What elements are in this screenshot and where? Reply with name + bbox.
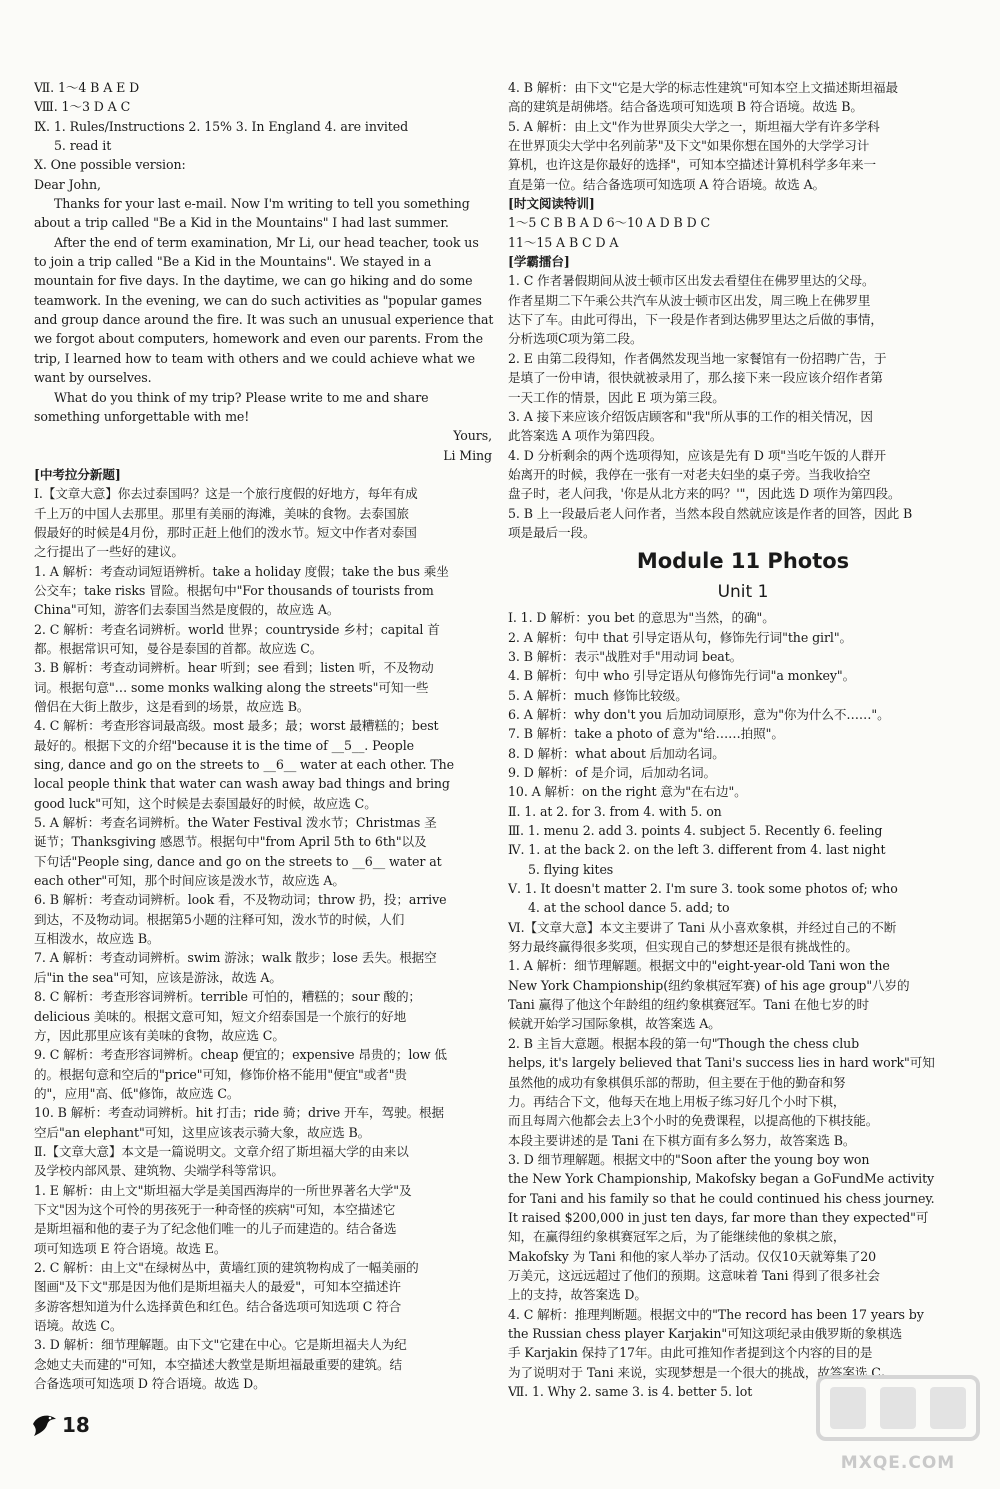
text-line: mountain for five days. In the daytime, we can go hiking and do some xyxy=(34,273,473,289)
text-line: 10. A 解析：on the right 意为"在右边"。 xyxy=(508,784,747,800)
text-line: 是填了一份申请，很快就被录用了，那么接下来一段应该介绍作者第 xyxy=(508,370,883,386)
text-line: local people think that water can wash away bad things and bring xyxy=(34,776,450,792)
text-line: 此答案选 A 项作为第四段。 xyxy=(508,428,663,444)
text-line: 作者星期二下午乘公共汽车从波士顿市区出发，周三晚上在佛罗里 xyxy=(508,292,871,308)
text-line: 项是最后一段。 xyxy=(508,524,596,540)
text-line: Ⅸ. 1. Rules/Instructions 2. 15% 3. In England 4. are invited xyxy=(34,118,409,134)
text-line: 9. D 解析：of 是介词，后加动名词。 xyxy=(508,765,716,780)
text-line: 始离开的时候，我停在一张有一对老夫妇坐的桌子旁。当我收拾空 xyxy=(508,466,871,482)
text-line: 4. B 解析：由下文"它是大学的标志性建筑"可知本空上文描述斯坦福最 xyxy=(508,80,898,95)
text-line: Ⅰ.【文章大意】你去过泰国吗？这是一个旅行度假的好地方，每年有成 xyxy=(34,486,418,502)
bird-logo-icon xyxy=(30,1410,60,1440)
text-line: Ⅷ. 1～3 D A C xyxy=(34,99,131,115)
text-line: 2. C 解析：考查名词辨析。world 世界；countryside 乡村；capital 首 xyxy=(34,621,440,637)
text-line: New York Championship(纽约象棋冠军赛) of his age group"八岁的 xyxy=(508,977,910,993)
text-line: [中考拉分新题] xyxy=(34,466,121,482)
text-line: 1～5 C B B A D 6～10 A D B D C xyxy=(508,215,711,231)
text-line: Ⅱ.【文章大意】本文是一篇说明文。文章介绍了斯坦福大学的由来以 xyxy=(34,1143,409,1159)
text-line: 达下了车。由此可得出，下一段是作者到达佛罗里达之后做的事情， xyxy=(508,312,883,328)
text-line: to join a trip called "Be a Kid in the Mountains". We stayed in a xyxy=(34,254,432,270)
text-line: 2. A 解析：句中 that 引导定语从句，修饰先行词"the girl"。 xyxy=(508,629,853,645)
text-line: 5. flying kites xyxy=(528,861,614,877)
text-line: and group dance around the fire. It was such an unusual experience that xyxy=(34,312,494,328)
module-title: Module 11 Photos xyxy=(636,549,850,574)
text-line: 千上万的中国人去那里。那里有美丽的海滩，美味的食物。去泰国旅 xyxy=(34,505,409,521)
unit-title: Unit 1 xyxy=(717,582,769,603)
text-line: 3. B 解析：考查动词辨析。hear 听到；see 看到；listen 听，不及物动 xyxy=(34,660,434,676)
text-line: 4. B 解析：句中 who 引导定语从句修饰先行词"a monkey"。 xyxy=(508,668,856,684)
text-line: 都。根据常识可知，曼谷是泰国的首都。故应选 C。 xyxy=(34,640,323,656)
text-line: 多游客想知道为什么选择黄色和红色。结合备选项可知选项 C 符合 xyxy=(34,1298,402,1314)
text-line: Ⅹ. One possible version: xyxy=(34,157,186,173)
text-line: 4. at the school dance 5. add; to xyxy=(528,900,730,916)
text-line: 3. A 接下来应该介绍饭店顾客和"我"所从事的工作的相关情况，因 xyxy=(508,408,873,424)
text-line: delicious 美味的。根据文意可知，短文介绍泰国是一个旅行的好地 xyxy=(34,1008,407,1024)
text-line: 1. A 解析：细节理解题。根据文中的"eight-year-old Tani won the xyxy=(508,958,890,974)
text-line: 高的建筑是胡佛塔。结合备选项可知选项 B 符合语境。故选 B。 xyxy=(508,99,863,115)
text-line: trip, I learned how to team with others and we could achieve what we xyxy=(34,350,475,366)
page-number: 18 xyxy=(62,1413,90,1437)
text-line: Li Ming xyxy=(443,447,492,463)
text-line: 11～15 A B C D A xyxy=(508,234,619,250)
text-line: 的"，应用"高、低"修饰，故应选 C。 xyxy=(34,1085,240,1101)
text-line: 诞节；Thanksgiving 感恩节。根据句中"from April 5th to 6th"以及 xyxy=(34,834,427,850)
text-line: Makofsky 为 Tani 和他的家人举办了活动。仅仅10天就筹集了20 xyxy=(508,1248,877,1264)
text-line: 知，在赢得纽约象棋赛冠军之后，为了能继续他的象棋之旅， xyxy=(508,1229,846,1245)
text-line: 8. C 解析：考查形容词辨析。terrible 可怕的，糟糕的；sour 酸的； xyxy=(34,989,421,1005)
text-line: 方，因此那里应该有美味的食物，故应选 C。 xyxy=(34,1027,285,1043)
left-column xyxy=(34,78,496,1393)
text-line: 虽然他的成功有象棋俱乐部的帮助，但主要在于他的勤奋和努 xyxy=(508,1074,846,1090)
text-line: 力。再结合下文，他每天在地上用板子练习好几个小时下棋， xyxy=(508,1093,846,1109)
text-line: 3. D 细节理解题。根据文中的"Soon after the young boy won xyxy=(508,1151,870,1167)
text-line: 词。根据句意"… some monks walking along the streets"可知一些 xyxy=(34,679,429,695)
text-line: It raised $200,000 in just ten days, far more than they expected"可 xyxy=(508,1209,929,1225)
text-line: 互相泼水，故应选 B。 xyxy=(34,931,160,947)
text-line: 3. D 解析：细节理解题。由下文"它建在中心。它是斯坦福夫人为纪 xyxy=(34,1337,407,1353)
text-line: Ⅶ. 1. Why 2. same 3. is 4. better 5. lot xyxy=(508,1384,753,1399)
text-line: 公交车；take risks 冒险。根据句中"For thousands of tourists from xyxy=(34,582,434,598)
text-line: sing, dance and go on the streets to __6__ water at each other. The xyxy=(34,757,454,773)
text-line: for Tani and his family so that he could continued his chess journey. xyxy=(508,1190,935,1206)
text-line: 4. D 分析剩余的两个选项得知，应该是先有 D 项"当吃午饭的人群开 xyxy=(508,447,886,463)
text-line: Dear John, xyxy=(34,176,101,192)
text-line: Ⅴ. 1. It doesn't matter 2. I'm sure 3. took some photos of; who xyxy=(508,881,898,897)
text-line: 项可知选项 E 符合语境。故选 E。 xyxy=(34,1240,227,1256)
text-line: Thanks for your last e-mail. Now I'm writing to tell you something xyxy=(54,196,470,212)
text-line: the New York Championship, Makofsky began a GoFundMe activity xyxy=(508,1171,935,1187)
text-line: 3. B 解析：表示"战胜对手"用动词 beat。 xyxy=(508,648,743,664)
watermark-text: MXQE.COM xyxy=(840,1453,956,1473)
text-line: Ⅶ. 1～4 B A E D xyxy=(34,80,140,95)
text-line: helps, it's largely believed that Tani's success lies in hard work"可知 xyxy=(508,1055,935,1071)
text-line: 8. D 解析：what about 后加动名词。 xyxy=(508,745,725,761)
text-line: 4. C 解析：考查形容词最高级。most 最多；最；worst 最糟糕的；best xyxy=(34,718,439,734)
text-line: Ⅵ.【文章大意】本文主要讲了 Tani 从小喜欢象棋，并经过自己的不断 xyxy=(508,919,897,935)
text-line: 直是第一位。结合备选项可知选项 A 符合语境。故选 A。 xyxy=(508,176,826,192)
text-line: 5. read it xyxy=(54,138,112,154)
text-line: 6. A 解析：why don't you 后加动词原形，意为"你为什么不……"。 xyxy=(508,706,890,722)
text-line: the Russian chess player Karjakin"可知这项纪录由俄罗斯的象棋选 xyxy=(508,1325,902,1341)
text-line: about a trip called "Be a Kid in the Mountains" I had last summer. xyxy=(34,215,449,231)
right-column-bottom xyxy=(508,608,978,1401)
text-line: 努力最终赢得很多奖项，但实现自己的梦想还是很有挑战性的。 xyxy=(508,939,858,955)
text-line: 候就开始学习国际象棋，故答案选 A。 xyxy=(508,1016,721,1032)
text-line: [学霸擂台] xyxy=(508,254,570,270)
text-line: Ⅲ. 1. menu 2. add 3. points 4. subject 5. Recently 6. feeling xyxy=(508,823,883,839)
text-line: 2. E 由第二段得知，作者偶然发现当地一家餐馆有一份招聘广告，于 xyxy=(508,350,887,366)
text-line: 5. A 解析：由上文"作为世界顶尖大学之一，斯坦福大学有许多学科 xyxy=(508,118,880,134)
text-line: 手 Karjakin 保持了17年。由此可推知作者提到这个内容的目的是 xyxy=(508,1345,873,1361)
text-line: Ⅰ. 1. D 解析：you bet 的意思为"当然，的确"。 xyxy=(508,610,775,626)
text-line: teamwork. In the evening, we can do such activities as "popular games xyxy=(34,292,482,308)
text-line: 而且每周六他都会去上3个小时的免费课程，以提高他的下棋技能。 xyxy=(508,1113,879,1129)
text-line: [时文阅读特训] xyxy=(508,196,595,212)
text-line: 1. E 解析：由上文"斯坦福大学是美国西海岸的一所世界著名大学"及 xyxy=(34,1182,412,1198)
text-line: 2. C 解析：由上文"在绿树丛中，黄墙红顶的建筑物构成了一幅美丽的 xyxy=(34,1259,419,1275)
text-line: 5. B 上一段最后老人问作者，当然本段自然就应该是作者的回答，因此 B xyxy=(508,505,913,521)
text-line: 2. B 主旨大意题。根据本段的第一句"Though the chess club xyxy=(508,1035,860,1051)
page-number-area xyxy=(30,1410,90,1440)
text-line: 语境。故选 C。 xyxy=(34,1318,123,1333)
text-line: 假最好的时候是4月份，那时正赶上他们的泼水节。短文中作者对泰国 xyxy=(34,524,417,540)
right-column xyxy=(508,78,978,1401)
text-line: 6. B 解析：考查动词辨析。look 看，不及物动词；throw 扔，投；arrive xyxy=(34,892,447,908)
text-line: Yours, xyxy=(453,428,492,444)
text-line: 分析选项C项为第二段。 xyxy=(508,331,643,347)
text-line: 4. C 解析：推理判断题。根据文中的"The record has been 17 years by xyxy=(508,1306,924,1322)
text-line: 7. A 解析：考查动词辨析。swim 游泳；walk 散步；lose 丢失。根据空 xyxy=(34,950,437,966)
text-line: 算机，也许这是你最好的选择"，可知本空描述计算机科学多年来一 xyxy=(508,157,877,173)
text-line: What do you think of my trip? Please write to me and share xyxy=(54,389,429,405)
text-line: 图画"及下文"那是因为他们是斯坦福夫人的最爱"，可知本空描述许 xyxy=(34,1279,401,1295)
text-line: 万美元，这远远超过了他们的预期。这意味着 Tani 得到了很多社会 xyxy=(508,1267,880,1283)
text-line: 10. B 解析：考查动词辨析。hit 打击；ride 骑；drive 开车，驾驶。根据 xyxy=(34,1105,444,1121)
text-line: something unforgettable with me! xyxy=(34,408,250,424)
text-line: 到达，不及物动词。根据第5小题的注释可知，泼水节的时候，人们 xyxy=(34,911,405,927)
text-line: 僧侣在大街上散步，这是看到的场景，故应选 B。 xyxy=(34,699,310,714)
text-line: China"可知，游客们去泰国当然是度假的，故应选 A。 xyxy=(34,602,340,618)
text-line: 本段主要讲述的是 Tani 在下棋方面有多么努力，故答案选 B。 xyxy=(508,1132,856,1148)
text-line: 是斯坦福和他的妻子为了纪念他们唯一的儿子而建造的。结合备选 xyxy=(34,1221,397,1237)
text-line: each other"可知，那个时间应该是泼水节，故应选 A。 xyxy=(34,873,345,889)
answer-stamp-icon xyxy=(808,1369,988,1449)
text-line: want by ourselves. xyxy=(34,370,152,386)
text-line: 上的支持，故答案选 D。 xyxy=(508,1287,647,1303)
text-line: 5. A 解析：考查名词辨析。the Water Festival 泼水节；Christmas 圣 xyxy=(34,815,437,831)
text-line: 1. C 作者暑假期间从波士顿市区出发去看望住在佛罗里达的父母。 xyxy=(508,273,875,289)
text-line: good luck"可知，这个时候是去泰国最好的时候，故应选 C。 xyxy=(34,795,377,811)
text-line: 后"in the sea"可知，应该是游泳，故选 A。 xyxy=(34,969,282,985)
text-line: 最好的。根据下文的介绍"because it is the time of __5__. People xyxy=(34,737,414,753)
text-line: Ⅳ. 1. at the back 2. on the left 3. different from 4. last night xyxy=(508,842,886,858)
text-line: 9. C 解析：考查形容词辨析。cheap 便宜的；expensive 昂贵的；low 低 xyxy=(34,1047,447,1063)
text-line: 念她丈夫而建的"可知，本空描述大教堂是斯坦福最重要的建筑。结 xyxy=(34,1356,403,1372)
watermark xyxy=(808,1369,988,1479)
text-line: 为了说明对于 Tani 来说，实现梦想是一个很大的挑战，故答案选 C。 xyxy=(508,1364,894,1380)
right-column-top xyxy=(508,78,978,542)
text-line: 空后"an elephant"可知，这里应该表示骑大象，故应选 B。 xyxy=(34,1124,371,1140)
text-line: After the end of term examination, Mr Li, our head teacher, took us xyxy=(54,234,479,250)
text-line: 在世界顶尖大学中名列前茅"及下文"如果你想在国外的大学学习计 xyxy=(508,138,870,154)
text-line: Ⅱ. 1. at 2. for 3. from 4. with 5. on xyxy=(508,803,722,819)
text-line: 的。根据句意和空后的"price"可知，修饰价格不能用"便宜"或者"贵 xyxy=(34,1066,407,1082)
text-line: 之行提出了一些好的建议。 xyxy=(34,544,184,560)
text-line: 下句话"People sing, dance and go on the streets to __6__ water at xyxy=(34,853,442,869)
text-line: we forgot about computers, homework and even our parents. From the xyxy=(34,331,483,347)
text-line: 合备选项可知选项 D 符合语境。故选 D。 xyxy=(34,1376,266,1392)
text-line: 1. A 解析：考查动词短语辨析。take a holiday 度假；take the bus 乘坐 xyxy=(34,563,449,579)
text-line: 一天工作的情景，因此 E 项为第三段。 xyxy=(508,389,725,405)
text-line: 盘子时，老人问我，'你是从北方来的吗？'"，因此选 D 项作为第四段。 xyxy=(508,486,901,502)
text-line: 下文"因为这个可怜的男孩死于一种奇怪的疾病"可知，本空描述它 xyxy=(34,1201,396,1217)
text-line: 及学校内部风景、建筑物、尖端学科等常识。 xyxy=(34,1163,284,1179)
text-line: 5. A 解析：much 修饰比较级。 xyxy=(508,687,688,703)
text-line: Tani 赢得了他这个年龄组的纽约象棋赛冠军。Tani 在他七岁的时 xyxy=(508,997,869,1013)
text-line: 7. B 解析：take a photo of 意为"给……拍照"。 xyxy=(508,726,784,742)
